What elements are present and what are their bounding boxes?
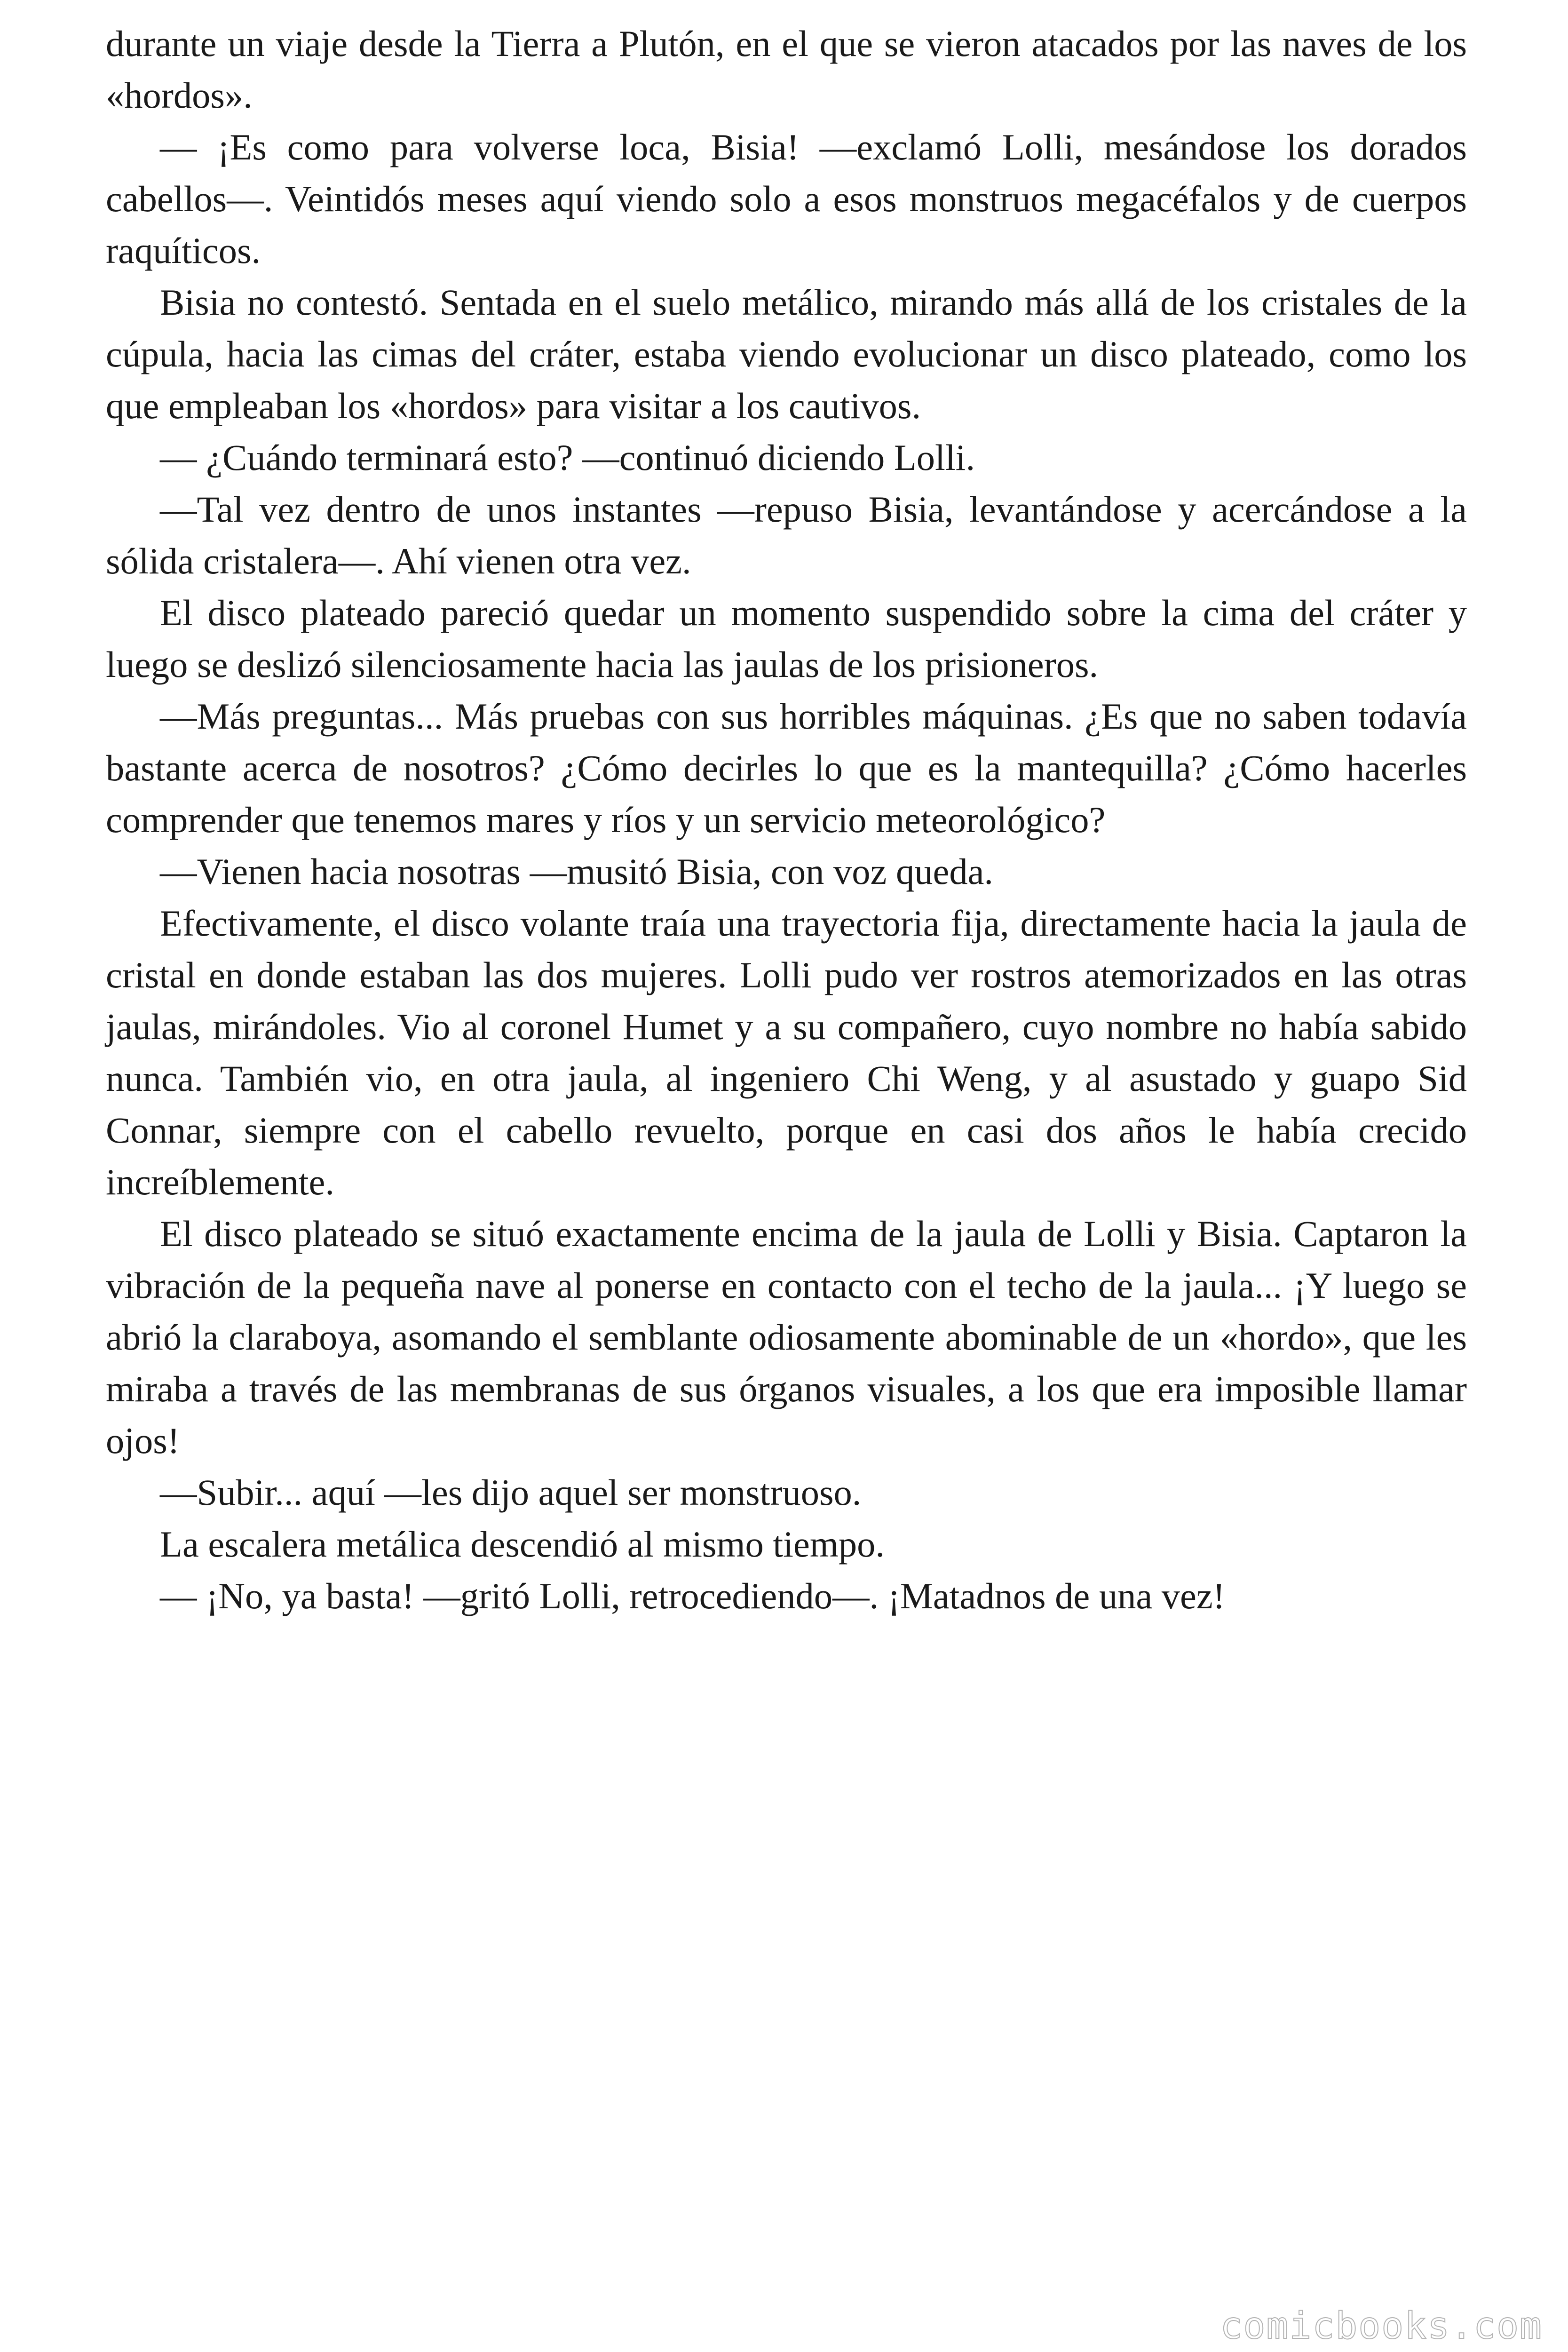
- paragraph: Efectivamente, el disco volante traía una trayectoria fija, directamente hacia la jaula de cristal en donde estaban las dos mujeres. Lolli pudo ver rostros atemorizados en las otras jaulas, mirándoles. Vio al coronel Humet y a su compañero, cuyo nombre no había sabido nunca. También vio, en otra jaula, al ingeniero Chi Weng, y al asustado y guapo Sid Connar, siempre con el cabello revuelto, porque en casi dos años le había crecido increíblemente.: [106, 903, 1467, 1202]
- paragraph: — ¡No, ya basta! —gritó Lolli, retrocediendo—. ¡Matadnos de una vez!: [160, 1575, 1225, 1616]
- paragraph: — ¡Es como para volverse loca, Bisia! —exclamó Lolli, mesándose los dorados cabellos—. Veintidós meses aquí viendo solo a esos monstruos megacéfalos y de cuerpos raquíticos.: [106, 127, 1467, 271]
- paragraph: —Más preguntas... Más pruebas con sus horribles máquinas. ¿Es que no saben todavía bastante acerca de nosotros? ¿Cómo decirles lo que es la mantequilla? ¿Cómo hacerles comprender que tenemos mares y ríos y un servicio meteorológico?: [106, 696, 1467, 840]
- paragraph: El disco plateado se situó exactamente encima de la jaula de Lolli y Bisia. Captaron la vibración de la pequeña nave al ponerse en contacto con el techo de la jaula... ¡Y luego se abrió la claraboya, asomando el semblante odiosamente abominable de un «hordo», que les miraba a través de las membranas de sus órganos visuales, a los que era imposible llamar ojos!: [106, 1213, 1467, 1461]
- watermark: comicbooks.com: [1220, 2305, 1543, 2347]
- paragraph: Bisia no contestó. Sentada en el suelo metálico, mirando más allá de los cristales de la cúpula, hacia las cimas del cráter, estaba viendo evolucionar un disco plateado, como los que empleaban los «hordos» para visitar a los cautivos.: [106, 282, 1467, 426]
- paragraph: — ¿Cuándo terminará esto? —continuó diciendo Lolli.: [160, 437, 975, 478]
- paragraph: El disco plateado pareció quedar un momento suspendido sobre la cima del cráter y luego se deslizó silenciosamente hacia las jaulas de los prisioneros.: [106, 592, 1467, 685]
- page-text: [106, 18, 1467, 1622]
- paragraph: —Vienen hacia nosotras —musitó Bisia, con voz queda.: [160, 851, 994, 892]
- paragraph: —Tal vez dentro de unos instantes —repuso Bisia, levantándose y acercándose a la sólida cristalera—. Ahí vienen otra vez.: [106, 489, 1467, 581]
- paragraph: durante un viaje desde la Tierra a Plutón, en el que se vieron atacados por las naves de los «hordos».: [106, 23, 1467, 116]
- paragraph: La escalera metálica descendió al mismo tiempo.: [160, 1524, 885, 1565]
- paragraph: —Subir... aquí —les dijo aquel ser monstruoso.: [160, 1472, 862, 1513]
